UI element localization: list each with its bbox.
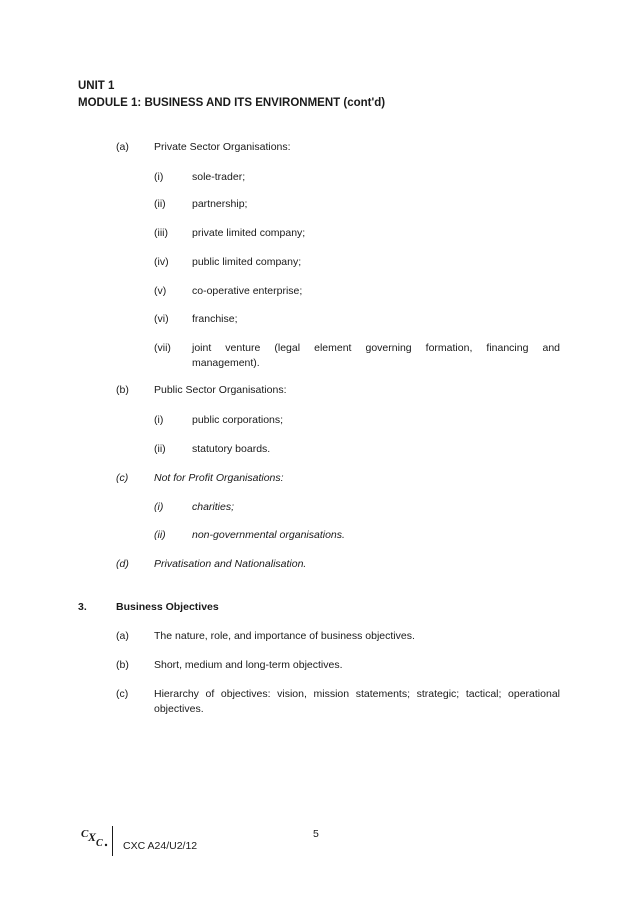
list-item-text: franchise; — [192, 313, 238, 325]
objective-label: (b) — [116, 659, 129, 671]
section-b-title: Public Sector Organisations: — [154, 384, 287, 396]
page-number: 5 — [313, 828, 319, 840]
svg-text:C: C — [96, 838, 103, 849]
list-item-num: (vii) — [154, 342, 171, 354]
list-item-num: (i) — [154, 171, 164, 183]
list-item-num: (ii) — [154, 198, 166, 210]
page-header — [78, 78, 385, 112]
list-item-text: charities; — [192, 501, 235, 513]
cxc-logo-icon — [80, 824, 110, 850]
list-item-num: (iii) — [154, 227, 168, 239]
svg-text:C: C — [81, 828, 89, 840]
svg-text:X: X — [88, 830, 97, 844]
list-item-num: (vi) — [154, 313, 169, 325]
list-item-text: sole-trader; — [192, 171, 246, 183]
list-item-num: (i) — [154, 414, 164, 426]
objective-text: Short, medium and long-term objectives. — [154, 659, 343, 671]
section-b-label: (b) — [116, 384, 129, 396]
list-item-text: partnership; — [192, 198, 248, 210]
section-a-title: Private Sector Organisations: — [154, 141, 291, 153]
unit-title: UNIT 1 — [78, 80, 115, 92]
list-item-num: (ii) — [154, 529, 166, 541]
objective-text: Hierarchy of objectives: vision, mission statements; strategic; tactical; operational — [154, 688, 560, 700]
section-c-title: Not for Profit Organisations: — [154, 472, 284, 484]
list-item-text: public limited company; — [192, 256, 302, 268]
objective-text: The nature, role, and importance of business objectives. — [154, 630, 415, 642]
objective-label: (a) — [116, 630, 129, 642]
objective-label: (c) — [116, 688, 129, 700]
section-c-label: (c) — [116, 472, 129, 484]
list-item-num: (v) — [154, 285, 167, 297]
section-3-number: 3. — [78, 601, 87, 613]
list-item-text: joint venture (legal element governing formation, financing and — [192, 342, 560, 354]
list-item-text: private limited company; — [192, 227, 306, 239]
list-item-text: non-governmental organisations. — [192, 529, 345, 541]
objective-text-continued: objectives. — [154, 703, 204, 715]
list-item-num: (i) — [154, 501, 164, 513]
section-d-title: Privatisation and Nationalisation. — [154, 558, 307, 570]
section-a-label: (a) — [116, 141, 129, 153]
list-item-text: statutory boards. — [192, 443, 271, 455]
list-item-text: co-operative enterprise; — [192, 285, 303, 297]
section-d-label: (d) — [116, 558, 129, 570]
list-item-num: (ii) — [154, 443, 166, 455]
module-title: MODULE 1: BUSINESS AND ITS ENVIRONMENT (cont'd) — [78, 97, 386, 109]
list-item-text-continued: management). — [192, 357, 260, 369]
list-item-num: (iv) — [154, 256, 169, 268]
document-code: CXC A24/U2/12 — [123, 840, 198, 852]
footer-divider — [112, 826, 113, 856]
list-item-text: public corporations; — [192, 414, 284, 426]
section-3-title: Business Objectives — [116, 601, 219, 613]
